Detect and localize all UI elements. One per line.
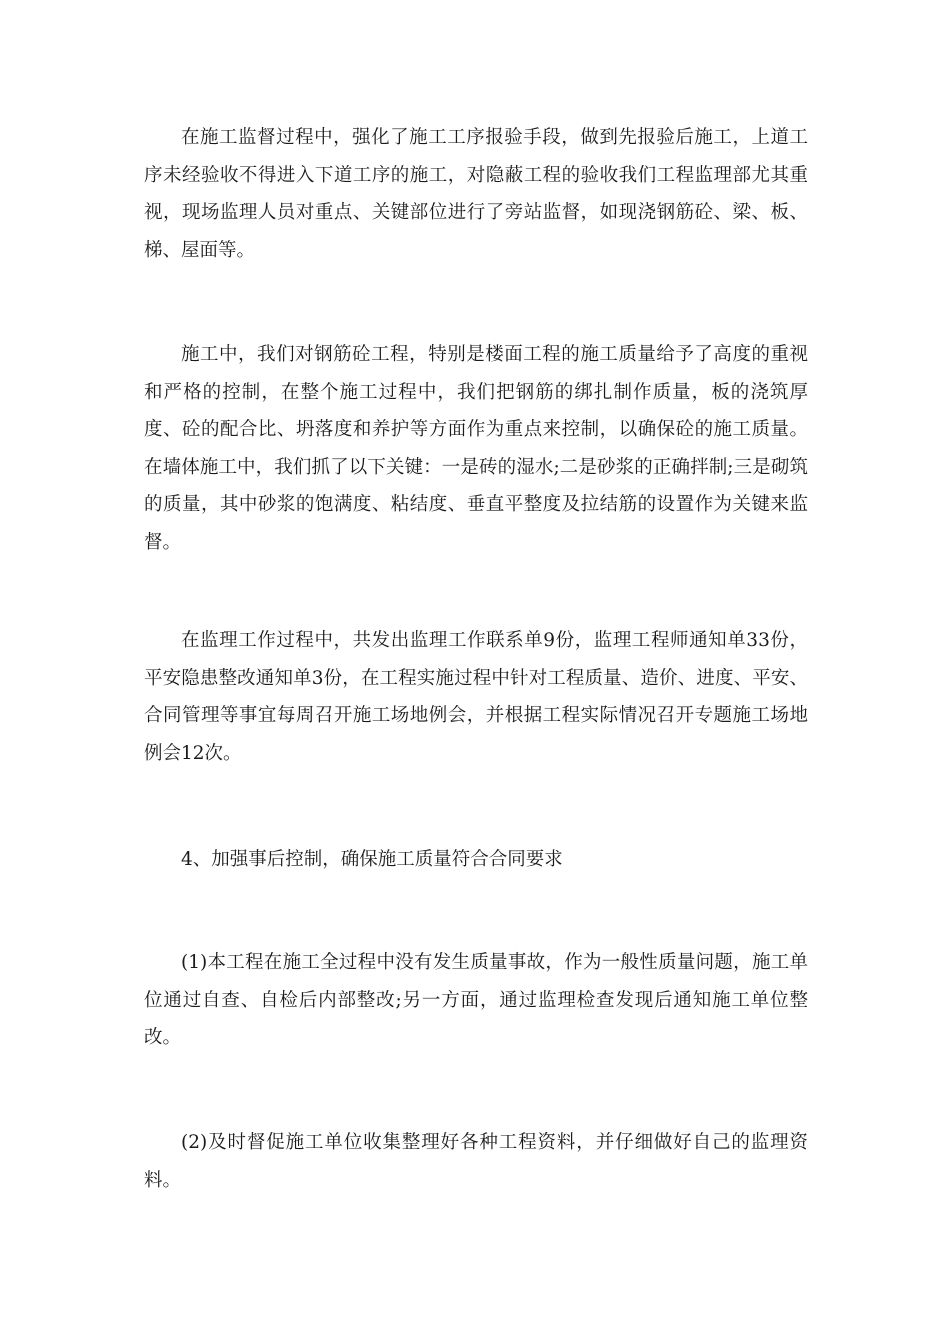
paragraph-rebar-concrete-control: 施工中，我们对钢筋砼工程，特别是楼面工程的施工质量给予了高度的重视和严格的控制，在整个施工过程中，我们把钢筋的绑扎制作质量，板的浇筑厚度、砼的配合比、坍落度和养护等方面作为重点来控制，以确保砼的施工质量。在墙体施工中，我们抓了以下关键：一是砖的湿水;二是砂浆的正确拌制;三是砌筑的质量，其中砂浆的饱满度、粘结度、垂直平整度及拉结筋的设置作为关键来监督。 — [144, 344, 808, 553]
section-heading-post-control: 4、加强事后控制，确保施工质量符合合同要求 — [181, 849, 563, 870]
paragraph-item-2-documentation: (2)及时督促施工单位收集整理好各种工程资料，并仔细做好自己的监理资料。 — [144, 1132, 808, 1191]
paragraph-inspection-procedure: 在施工监督过程中，强化了施工工序报验手段，做到先报验后施工，上道工序未经验收不得进入下道工序的施工，对隐蔽工程的验收我们工程监理部尤其重视，现场监理人员对重点、关键部位进行了旁站监督，如现浇钢筋砼、梁、板、梯、屋面等。 — [144, 127, 808, 261]
paragraph-item-1-quality-issues: (1)本工程在施工全过程中没有发生质量事故，作为一般性质量问题，施工单位通过自查、自检后内部整改;另一方面，通过监理检查发现后通知施工单位整改。 — [144, 952, 808, 1048]
paragraph-supervision-notices: 在监理工作过程中，共发出监理工作联系单9份，监理工程师通知单33份，平安隐患整改通知单3份，在工程实施过程中针对工程质量、造价、进度、平安、合同管理等事宜每周召开施工场地例会，并根据工程实际情况召开专题施工场地例会12次。 — [144, 630, 808, 764]
